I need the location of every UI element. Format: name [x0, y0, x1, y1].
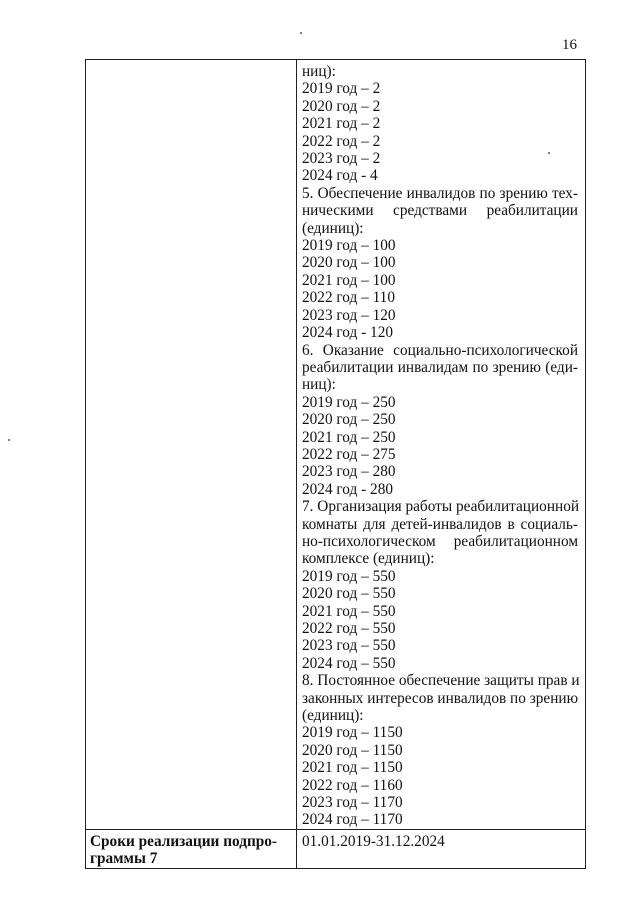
- indicator-text-line: (единиц):: [302, 219, 364, 237]
- indicator-text-line: ниц):: [302, 63, 336, 80]
- indicator-text-line: законных интересов инвалидов по зрению: [302, 689, 578, 707]
- indicator-text-line: реабилитации инвалидам по зрению (еди-: [302, 358, 578, 376]
- timeframe-value-cell: [297, 829, 586, 868]
- timeframe-value: 01.01.2019-31.12.2024: [302, 832, 445, 850]
- indicator-text-line: 2022 год – 110: [302, 289, 395, 307]
- indicator-text-line: 2019 год – 1150: [302, 724, 403, 742]
- indicator-text-line: 2022 год – 1160: [302, 776, 403, 794]
- indicators-value-cell: [297, 60, 586, 830]
- indicator-text-line: ническими средствами реабилитации: [302, 202, 578, 220]
- indicator-text-line: 2020 год – 550: [302, 585, 396, 603]
- indicator-text-line: 2021 год – 2: [302, 115, 381, 133]
- page-number: 16: [562, 37, 577, 53]
- indicator-text-line: 8. Постоянное обеспечение защиты прав и: [302, 672, 580, 690]
- program-passport-table: [85, 59, 586, 869]
- indicator-text-line: 2023 год – 1170: [302, 794, 403, 812]
- indicator-text-line: 2023 год – 280: [302, 463, 396, 481]
- indicator-text-line: 2019 год – 100: [302, 237, 396, 255]
- indicator-text-line: 2020 год – 250: [302, 411, 396, 429]
- indicator-text-line: ниц):: [302, 376, 336, 394]
- indicator-text-line: 2019 год – 250: [302, 393, 396, 411]
- indicator-text-line: 2019 год – 2: [302, 80, 381, 98]
- indicators-label-cell: [86, 60, 297, 830]
- indicator-text-line: 2024 год - 280: [302, 480, 393, 498]
- scan-speck-mark: [8, 439, 10, 441]
- indicator-text-line: 2024 год – 1170: [302, 811, 403, 829]
- indicator-text-line: 6. Оказание социально-психологической: [302, 341, 578, 359]
- indicator-text-line: 2022 год – 275: [302, 445, 396, 463]
- indicator-text-line: 2024 год - 4: [302, 167, 378, 185]
- indicator-text-line: 7. Организация работы реабилитационной: [302, 498, 580, 516]
- scan-speck-mark: [300, 32, 302, 34]
- indicator-text-line: 2020 год – 2: [302, 97, 381, 115]
- indicator-text-line: 5. Обеспечение инвалидов по зрению тех-: [302, 184, 578, 202]
- scan-speck-mark: [548, 152, 550, 154]
- indicator-text-line: 2020 год – 1150: [302, 741, 403, 759]
- indicator-text-line: (единиц):: [302, 707, 364, 725]
- indicator-text-line: 2019 год – 550: [302, 567, 396, 585]
- indicator-text-line: комнаты для детей-инвалидов в социаль-: [302, 515, 578, 533]
- timeframe-label-line-2: граммы 7: [90, 850, 158, 868]
- timeframe-label-cell: [86, 829, 297, 868]
- indicator-text-line: 2023 год – 550: [302, 637, 396, 655]
- indicator-text-line: комплексе (единиц):: [302, 550, 435, 568]
- indicator-text-line: 2021 год – 100: [302, 271, 396, 289]
- indicator-text-line: 2022 год – 2: [302, 132, 381, 150]
- timeframe-label-line-1: Сроки реализации подпро-: [90, 832, 278, 850]
- indicator-text-line: 2021 год – 250: [302, 428, 396, 446]
- indicator-text-line: 2023 год – 120: [302, 306, 396, 324]
- indicator-text-line: 2024 год - 120: [302, 324, 393, 342]
- indicator-text-line: 2023 год – 2: [302, 150, 381, 168]
- indicator-text-line: 2021 год – 550: [302, 602, 396, 620]
- indicator-text-line: но-психологическом реабилитационном: [302, 532, 578, 550]
- indicator-text-line: 2020 год – 100: [302, 254, 396, 272]
- table-row-indicators: [86, 60, 586, 830]
- indicator-text-line: 2024 год – 550: [302, 654, 396, 672]
- indicators-list: [297, 60, 585, 829]
- table-row-timeframe: [86, 829, 586, 868]
- indicator-text-line: 2022 год – 550: [302, 620, 396, 637]
- indicator-text-line: 2021 год – 1150: [302, 759, 403, 777]
